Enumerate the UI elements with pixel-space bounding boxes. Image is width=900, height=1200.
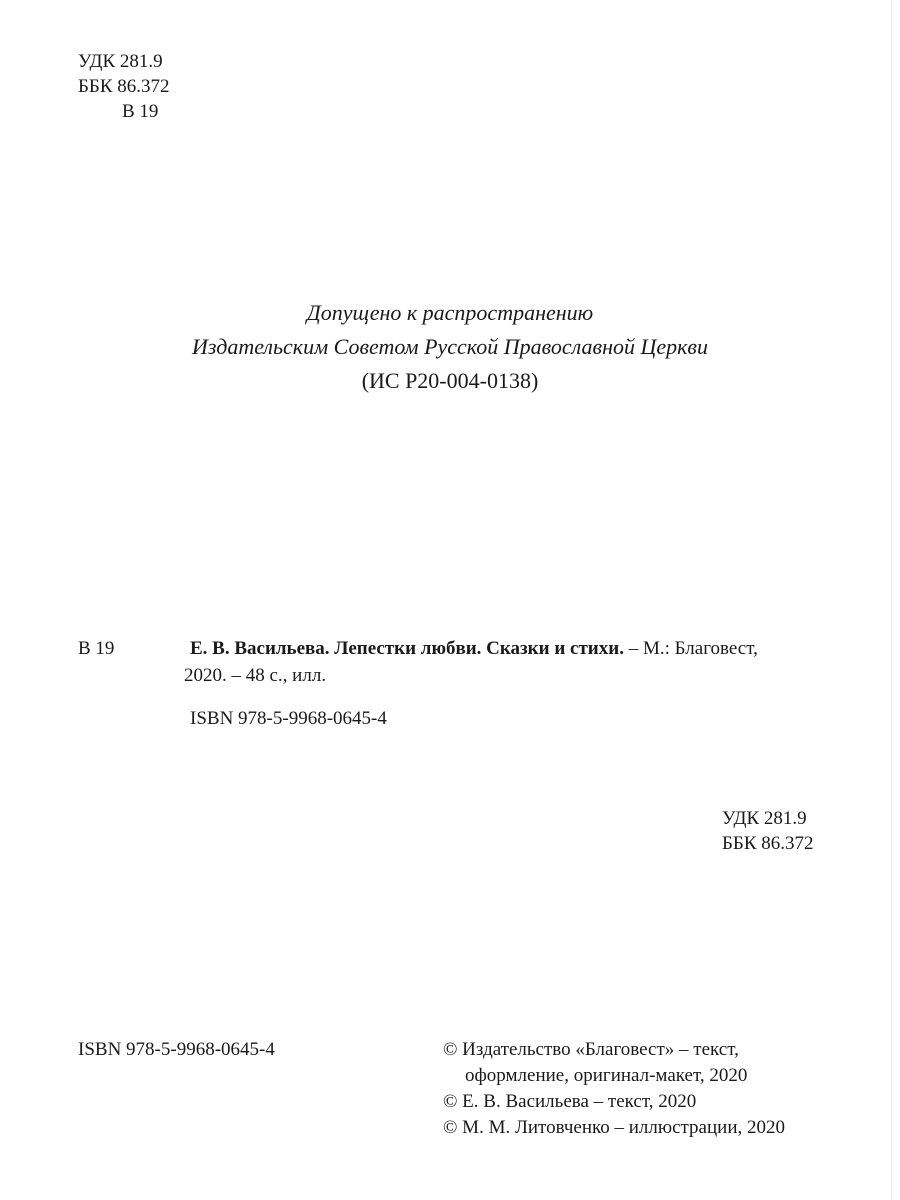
catalog-line-2: 2020. – 48 с., илл. bbox=[184, 665, 327, 686]
header-bbk: ББК 86.372 bbox=[78, 76, 170, 97]
approval-line-1: Допущено к распространению bbox=[306, 300, 594, 325]
catalog-title: Е. В. Васильева. Лепестки любви. Сказки и стихи. bbox=[190, 638, 624, 659]
approval-line-3: (ИС Р20-004-0138) bbox=[361, 368, 539, 393]
footer-isbn: ISBN 978-5-9968-0645-4 bbox=[78, 1039, 275, 1060]
catalog-publisher: – М.: Благовест, bbox=[623, 638, 758, 659]
copyright-publisher-line-1: © Издательство «Благовест» – текст, bbox=[443, 1039, 739, 1060]
header-udk: УДК 281.9 bbox=[78, 51, 163, 72]
copyright-publisher-line-2: оформление, оригинал-макет, 2020 bbox=[465, 1065, 748, 1086]
classification-bbk: ББК 86.372 bbox=[722, 833, 814, 854]
copyright-illustrator: © М. М. Литовченко – иллюстрации, 2020 bbox=[443, 1117, 785, 1138]
header-author-mark: В 19 bbox=[122, 101, 159, 122]
catalog-line-1 bbox=[190, 637, 758, 661]
copyright-author: © Е. В. Васильева – текст, 2020 bbox=[443, 1091, 697, 1112]
catalog-isbn: ISBN 978-5-9968-0645-4 bbox=[190, 708, 387, 729]
page-edge-divider bbox=[891, 0, 892, 1200]
approval-line-2: Издательским Советом Русской Православной Церкви bbox=[192, 334, 708, 359]
catalog-mark: В 19 bbox=[78, 638, 115, 659]
classification-udk: УДК 281.9 bbox=[722, 808, 807, 829]
